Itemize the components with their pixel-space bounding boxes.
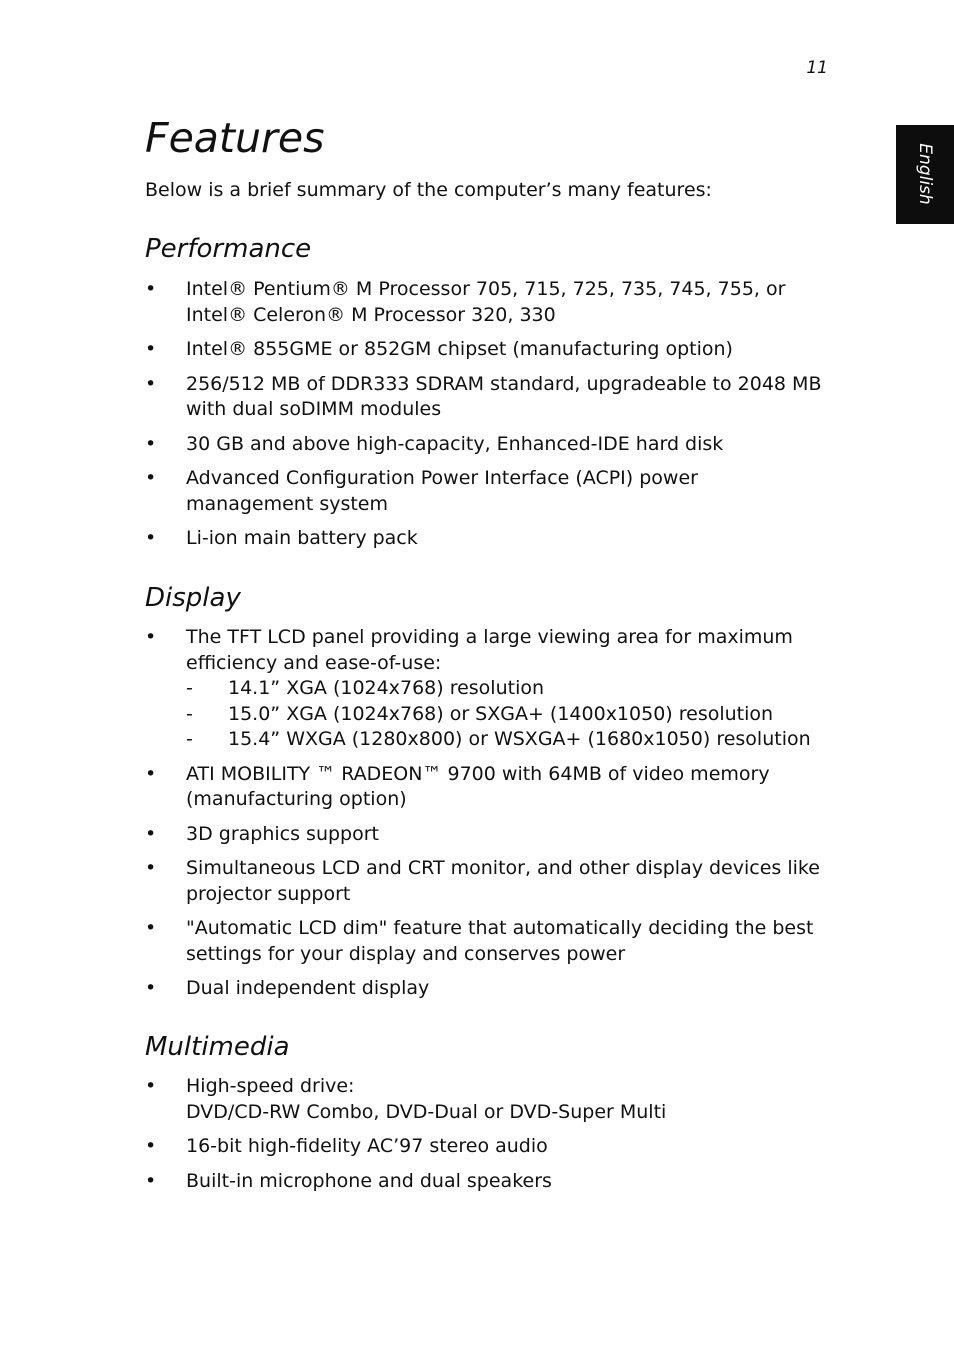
sub-list-item: - 14.1” XGA (1024x768) resolution bbox=[186, 676, 835, 702]
bullet-icon: • bbox=[145, 467, 157, 489]
list-item: • Intel® 855GME or 852GM chipset (manufacturing option) bbox=[145, 337, 835, 363]
dash-icon: - bbox=[186, 677, 193, 699]
language-tab bbox=[896, 125, 954, 224]
list-item: • "Automatic LCD dim" feature that automatically deciding the best settings for your display and conserves power bbox=[145, 917, 814, 965]
page-number: 11 bbox=[806, 58, 828, 78]
bullet-icon: • bbox=[145, 1075, 157, 1097]
list-item: • 16-bit high-fidelity AC’97 stereo audio bbox=[145, 1134, 835, 1160]
list-item: • Advanced Configuration Power Interface (ACPI) power management system bbox=[145, 467, 698, 515]
sub-list-item: - 15.0” XGA (1024x768) or SXGA+ (1400x1050) resolution bbox=[186, 702, 835, 728]
bullet-icon: • bbox=[145, 857, 157, 879]
list-item: • Built-in microphone and dual speakers bbox=[145, 1169, 835, 1195]
bullet-icon: • bbox=[145, 626, 157, 648]
bullet-icon: • bbox=[145, 338, 157, 360]
heading-multimedia: Multimedia bbox=[145, 1032, 290, 1062]
list-item: • The TFT LCD panel providing a large viewing area for maximum efficiency and ease-of-use: - 14.1” XGA (1024x768) resolution - 15.0” XGA (1024x768) or SXGA+ (1400x1050) resolution - 15.4” WXGA (1280x800) or WSXGA+ (1680x1050) resolution bbox=[145, 625, 835, 753]
heading-display: Display bbox=[145, 583, 241, 613]
sub-list-item: - 15.4” WXGA (1280x800) or WSXGA+ (1680x1050) resolution bbox=[186, 727, 835, 753]
list-item: • 30 GB and above high-capacity, Enhanced-IDE hard disk bbox=[145, 432, 835, 458]
intro-text: Below is a brief summary of the computer’s many features: bbox=[145, 179, 712, 201]
list-item: • Li-ion main battery pack bbox=[145, 526, 835, 552]
dash-icon: - bbox=[186, 702, 193, 725]
heading-performance: Performance bbox=[145, 234, 312, 264]
multimedia-list bbox=[145, 1074, 835, 1203]
bullet-icon: • bbox=[145, 762, 157, 785]
dash-icon: - bbox=[186, 728, 193, 750]
bullet-icon: • bbox=[145, 1135, 157, 1157]
bullet-icon: • bbox=[145, 917, 157, 939]
bullet-icon: • bbox=[145, 527, 157, 549]
bullet-icon: • bbox=[145, 822, 157, 845]
page-title: Features bbox=[145, 114, 325, 162]
bullet-icon: • bbox=[145, 1169, 157, 1192]
list-item: • 256/512 MB of DDR333 SDRAM standard, upgradeable to 2048 MB with dual soDIMM modules bbox=[145, 372, 822, 420]
list-item: • ATI MOBILITY ™ RADEON™ 9700 with 64MB of video memory (manufacturing option) bbox=[145, 762, 770, 810]
list-item: • Dual independent display bbox=[145, 976, 835, 1002]
list-item: • Simultaneous LCD and CRT monitor, and other display devices like projector support bbox=[145, 857, 820, 905]
language-tab-label: English bbox=[915, 143, 935, 205]
list-item: • High-speed drive: DVD/CD-RW Combo, DVD-Dual or DVD-Super Multi bbox=[145, 1075, 667, 1123]
bullet-icon: • bbox=[145, 977, 157, 999]
resolution-list bbox=[186, 676, 835, 753]
bullet-icon: • bbox=[145, 278, 157, 300]
list-item: • Intel® Pentium® M Processor 705, 715, 725, 735, 745, 755, or Intel® Celeron® M Processor 320, 330 bbox=[145, 278, 786, 326]
bullet-icon: • bbox=[145, 432, 157, 455]
list-item: • 3D graphics support bbox=[145, 822, 835, 848]
display-list bbox=[145, 625, 835, 1011]
bullet-icon: • bbox=[145, 372, 157, 395]
performance-list bbox=[145, 277, 835, 561]
